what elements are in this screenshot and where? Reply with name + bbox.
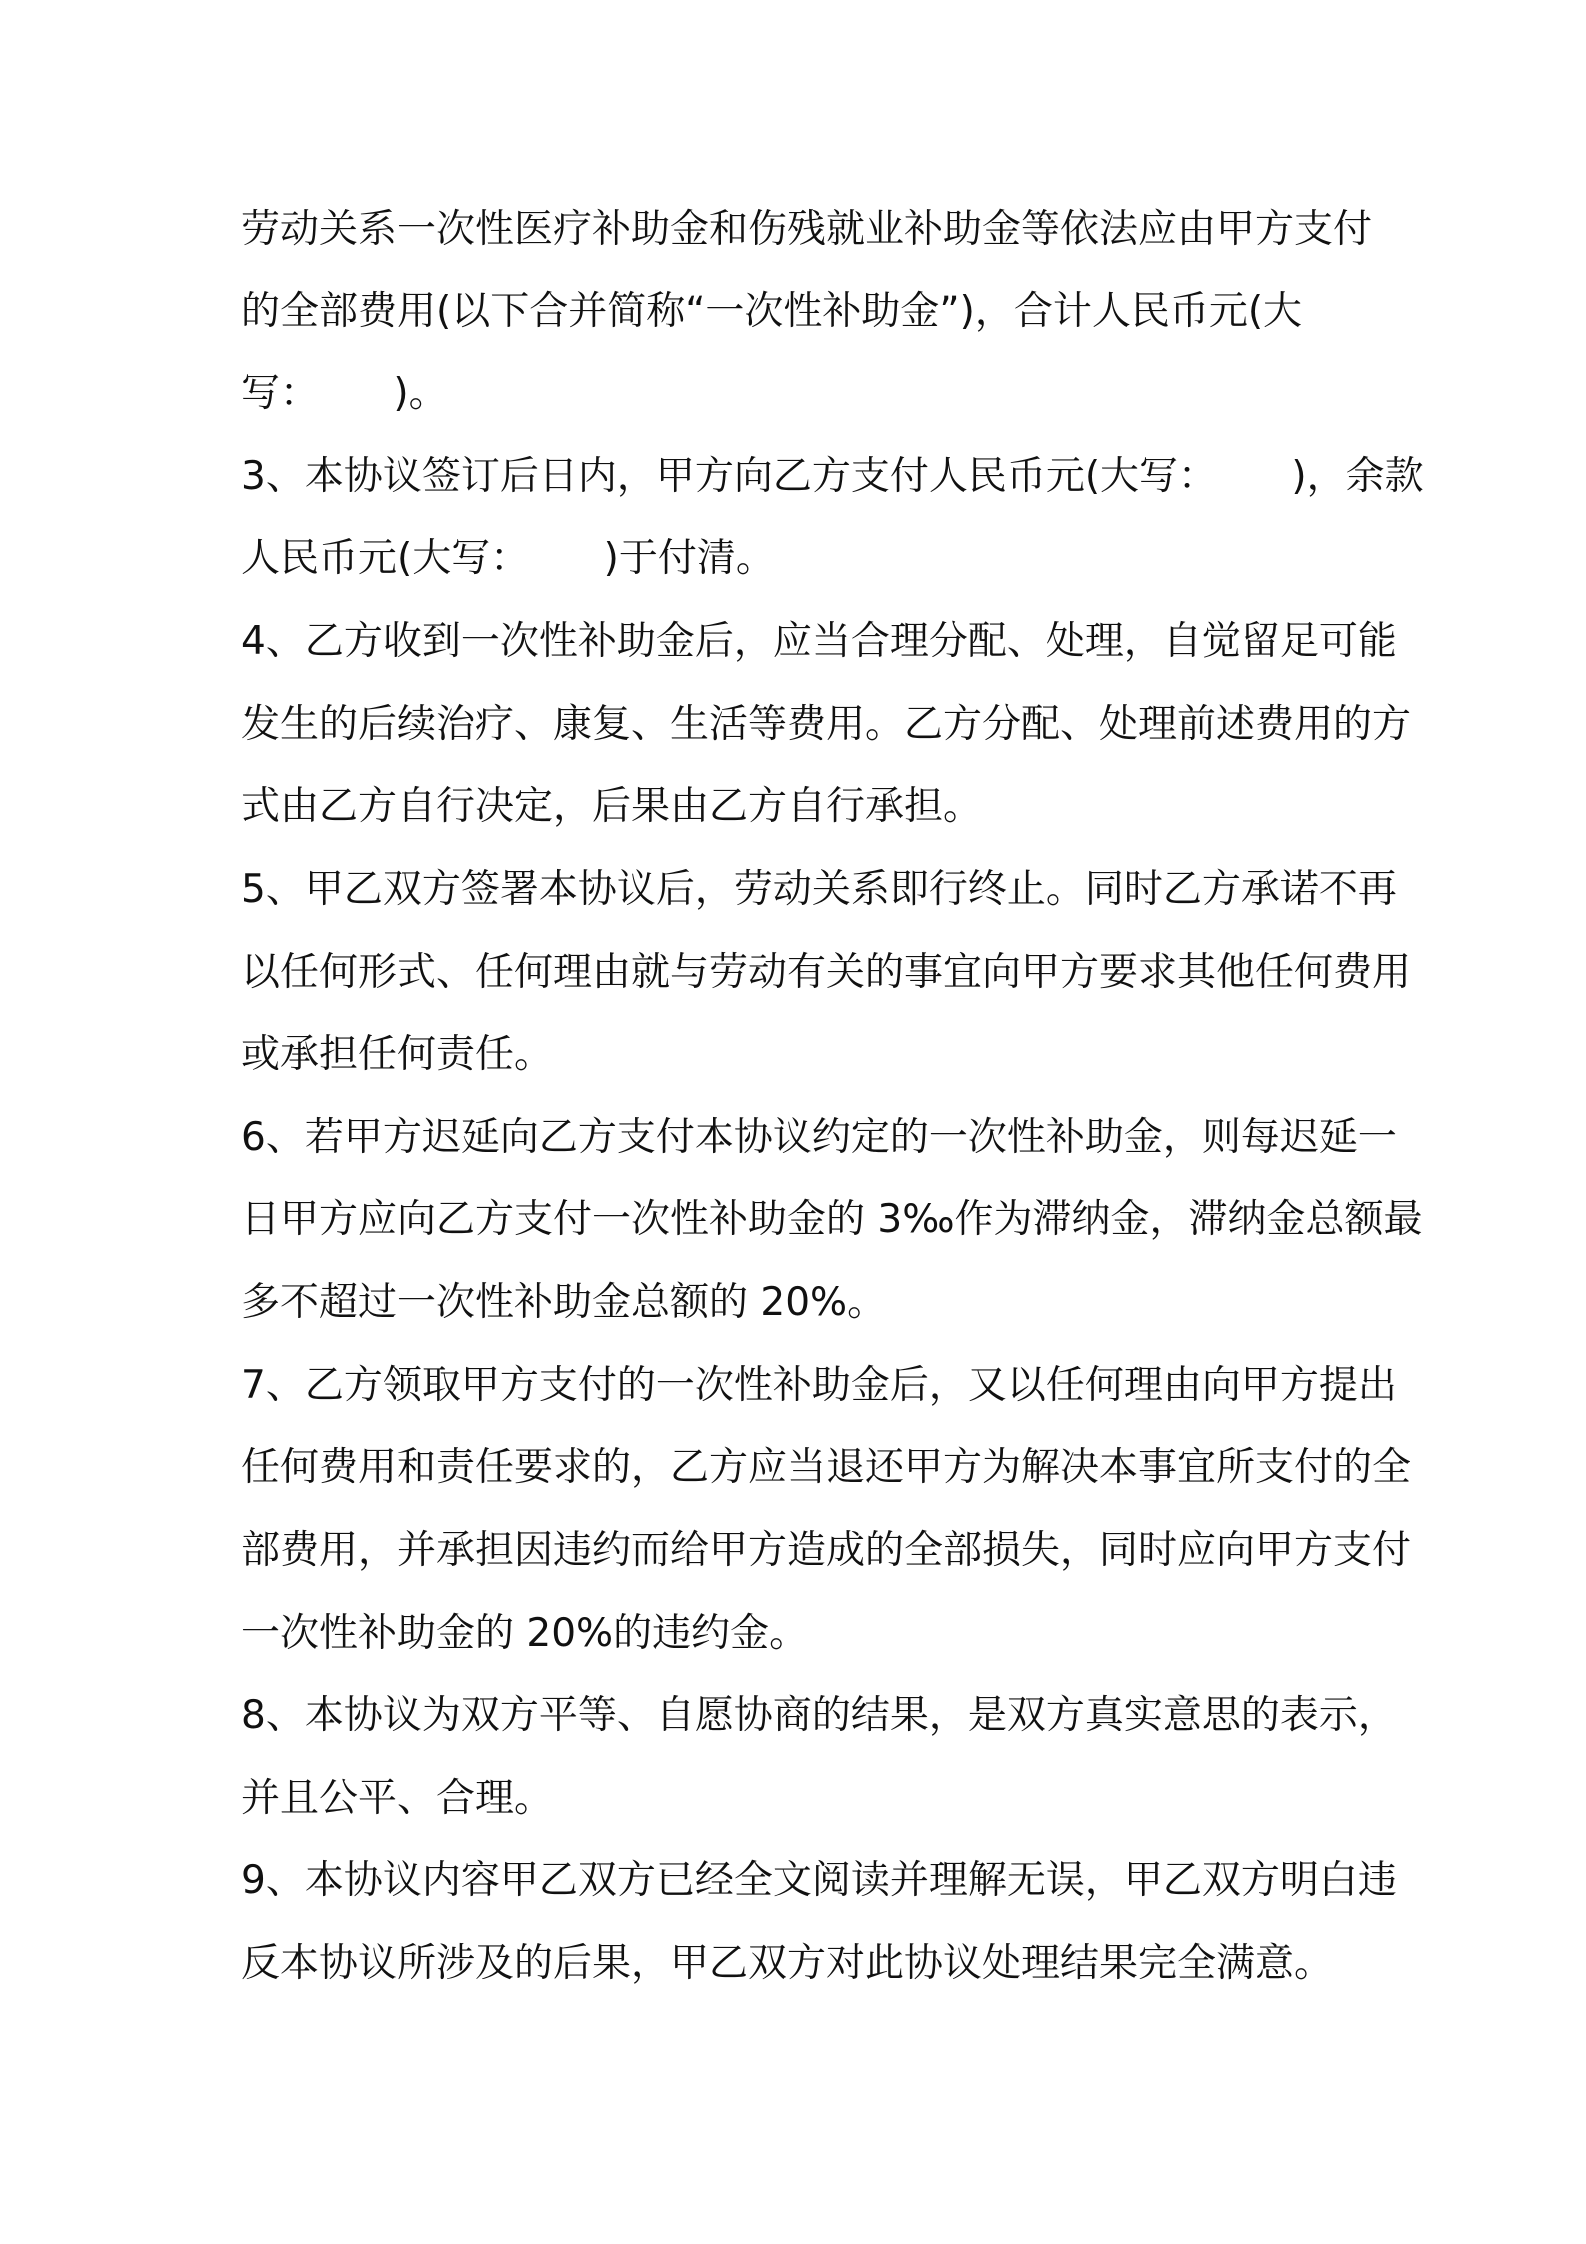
text-line: 5、甲乙双方签署本协议后，劳动关系即行终止。同时乙方承诺不再 — [241, 867, 1397, 912]
text-line: 以任何形式、任何理由就与劳动有关的事宜向甲方要求其他任何费用 — [241, 950, 1412, 995]
text-line: 式由乙方自行决定，后果由乙方自行承担。 — [241, 784, 983, 829]
text-line: 一次性补助金的 20%的违约金。 — [241, 1611, 809, 1656]
text-line: 人民币元(大写： )于付清。 — [241, 536, 775, 581]
text-line: 或承担任何责任。 — [241, 1032, 554, 1077]
text-line: 3、本协议签订后日内，甲方向乙方支付人民币元(大写： )，余款 — [241, 454, 1424, 499]
text-line: 部费用，并承担因违约而给甲方造成的全部损失，同时应向甲方支付 — [241, 1528, 1412, 1573]
text-line: 6、若甲方迟延向乙方支付本协议约定的一次性补助金，则每迟延一 — [241, 1115, 1397, 1160]
text-line: 日甲方应向乙方支付一次性补助金的 3‰作为滞纳金，滞纳金总额最 — [241, 1197, 1423, 1242]
text-line: 并且公平、合理。 — [241, 1776, 554, 1821]
text-line: 的全部费用(以下合并简称“一次性补助金”)，合计人民币元(大 — [241, 289, 1303, 334]
text-line: 7、乙方领取甲方支付的一次性补助金后，又以任何理由向甲方提出 — [241, 1363, 1397, 1408]
text-line: 写： )。 — [241, 371, 448, 416]
text-line: 任何费用和责任要求的，乙方应当退还甲方为解决本事宜所支付的全 — [241, 1445, 1412, 1490]
text-line: 8、本协议为双方平等、自愿协商的结果，是双方真实意思的表示， — [241, 1693, 1397, 1738]
text-line: 发生的后续治疗、康复、生活等费用。乙方分配、处理前述费用的方 — [241, 702, 1412, 747]
text-line: 4、乙方收到一次性补助金后，应当合理分配、处理，自觉留足可能 — [241, 619, 1397, 664]
text-line: 9、本协议内容甲乙双方已经全文阅读并理解无误，甲乙双方明白违 — [241, 1858, 1397, 1903]
text-line: 劳动关系一次性医疗补助金和伤残就业补助金等依法应由甲方支付 — [241, 207, 1373, 252]
text-line: 多不超过一次性补助金总额的 20%。 — [241, 1280, 887, 1325]
text-line: 反本协议所涉及的后果，甲乙双方对此协议处理结果完全满意。 — [241, 1941, 1334, 1986]
